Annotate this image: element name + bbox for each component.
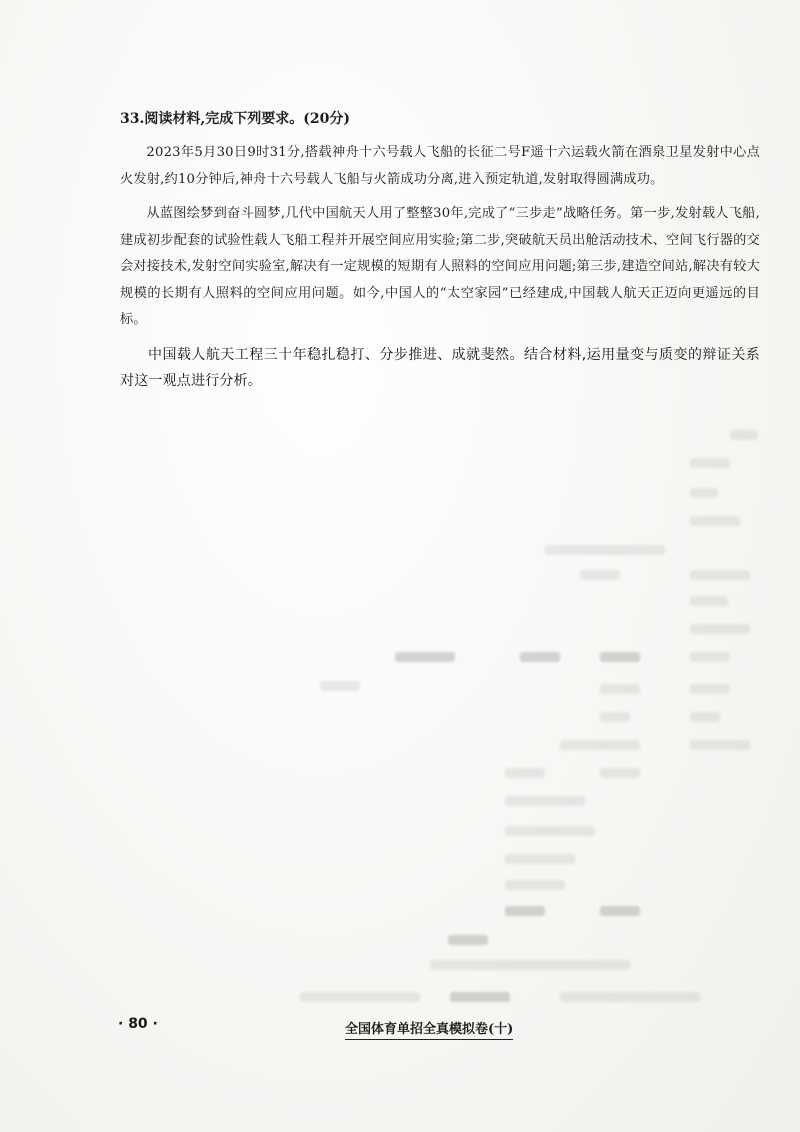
question-33 [120,108,760,403]
question-task: 中国载人航天工程三十年稳扎稳打、分步推进、成就斐然。结合材料,运用量变与质变的辩证关系对这一观点进行分析。 [120,346,760,389]
book-title: 全国体育单招全真模拟卷(十) [345,1018,513,1040]
material-paragraph-1: 2023年5月30日9时31分,搭载神舟十六号载人飞船的长征二号F遥十六运载火箭在酒泉卫星发射中心点火发射,约10分钟后,神舟十六号载人飞船与火箭成功分离,进入预定轨道,发射取得圆满成功。 [120,145,760,187]
page-number: · 80 · [118,1016,158,1032]
question-header: 33.阅读材料,完成下列要求。(20分) [120,111,350,127]
material-paragraph-2: 从蓝图绘梦到奋斗圆梦,几代中国航天人用了整整30年,完成了“三步走”战略任务。第一步,发射载人飞船,建成初步配套的试验性载人飞船工程并开展空间应用实验;第二步,突破航天员出舱活动技术、空间飞行器的交会对接技术,发射空间实验室,解决有一定规模的短期有人照料的空间应用问题;第三步,建造空间站,解决有较大规模的长期有人照料的空间应用问题。如今,中国人的“太空家园”已经建成,中国载人航天正迈向更遥远的目标。 [120,206,760,327]
